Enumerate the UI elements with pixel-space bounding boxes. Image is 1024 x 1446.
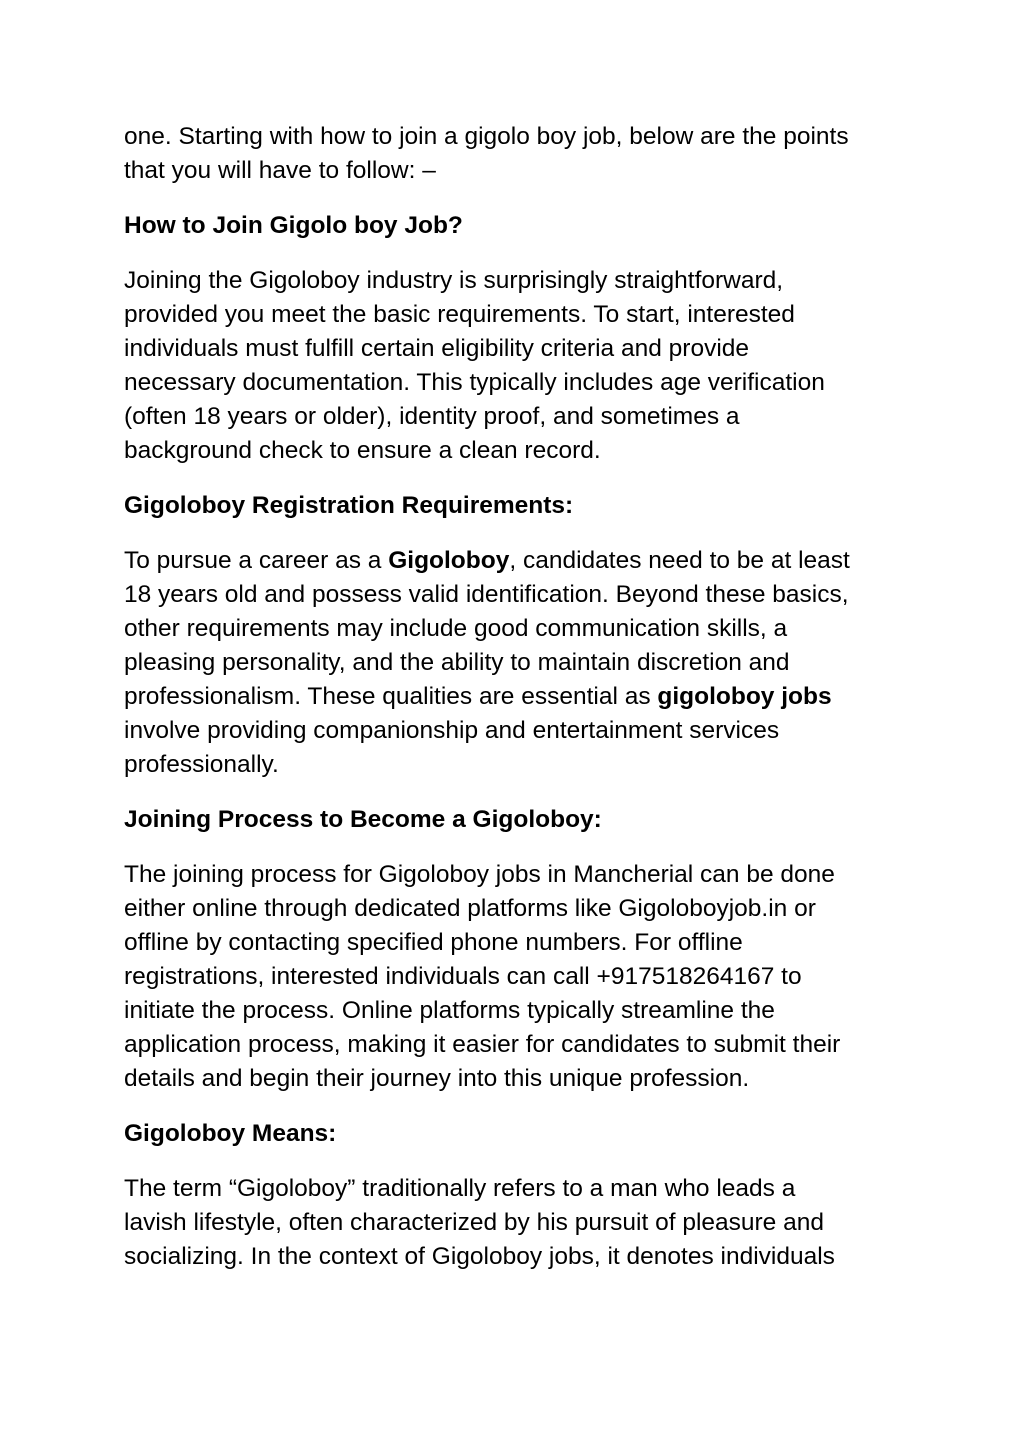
bold-term: Gigoloboy: [388, 547, 510, 574]
text-line: Joining the Gigoloboy industry is surprisingly straightforward,: [124, 267, 784, 294]
paragraph-joining-process: [124, 858, 904, 1096]
text-line: details and begin their journey into this unique profession.: [124, 1065, 750, 1092]
text-run: , candidates need to be at least: [509, 547, 850, 574]
text-line: either online through dedicated platforms like Gigoloboyjob.in or: [124, 895, 816, 922]
text-line: initiate the process. Online platforms typically streamline the: [124, 997, 775, 1024]
text-line: professionally.: [124, 751, 279, 778]
text-line: offline by contacting specified phone numbers. For offline: [124, 929, 743, 956]
text-line: (often 18 years or older), identity proof, and sometimes a: [124, 403, 740, 430]
text-run: professionalism. These qualities are essential as: [124, 683, 658, 710]
text-run: To pursue a career as a: [124, 547, 389, 574]
document-page: [124, 120, 904, 1295]
paragraph-how-to-join: [124, 264, 904, 468]
text-line: involve providing companionship and entertainment services: [124, 717, 780, 744]
text-line: The joining process for Gigoloboy jobs in Mancherial can be done: [124, 861, 835, 888]
text-line: necessary documentation. This typically includes age verification: [124, 369, 825, 396]
text-line: socializing. In the context of Gigoloboy jobs, it denotes individuals: [124, 1243, 835, 1270]
text-line: provided you meet the basic requirements. To start, interested: [124, 301, 795, 328]
text-line: individuals must fulfill certain eligibility criteria and provide: [124, 335, 750, 362]
paragraph-gigoloboy-means: [124, 1172, 904, 1274]
section-heading-registration-requirements: Gigoloboy Registration Requirements:: [124, 492, 574, 519]
bold-term: gigoloboy jobs: [657, 683, 832, 710]
text-line: that you will have to follow: –: [124, 157, 436, 184]
section-heading-joining-process: Joining Process to Become a Gigoloboy:: [124, 806, 602, 833]
intro-paragraph: [124, 120, 904, 188]
text-line: registrations, interested individuals can call +917518264167 to: [124, 963, 802, 990]
text-line: 18 years old and possess valid identification. Beyond these basics,: [124, 581, 849, 608]
text-line: pleasing personality, and the ability to maintain discretion and: [124, 649, 790, 676]
text-line: [124, 680, 904, 714]
text-line: application process, making it easier for candidates to submit their: [124, 1031, 841, 1058]
text-line: other requirements may include good communication skills, a: [124, 615, 788, 642]
text-line: lavish lifestyle, often characterized by his pursuit of pleasure and: [124, 1209, 824, 1236]
text-line: The term “Gigoloboy” traditionally refers to a man who leads a: [124, 1175, 796, 1202]
text-line: background check to ensure a clean record.: [124, 437, 601, 464]
section-heading-how-to-join: How to Join Gigolo boy Job?: [124, 212, 463, 239]
text-line: [124, 544, 904, 578]
section-heading-gigoloboy-means: Gigoloboy Means:: [124, 1120, 337, 1147]
text-line: one. Starting with how to join a gigolo boy job, below are the points: [124, 123, 849, 150]
paragraph-registration-requirements: [124, 544, 904, 782]
